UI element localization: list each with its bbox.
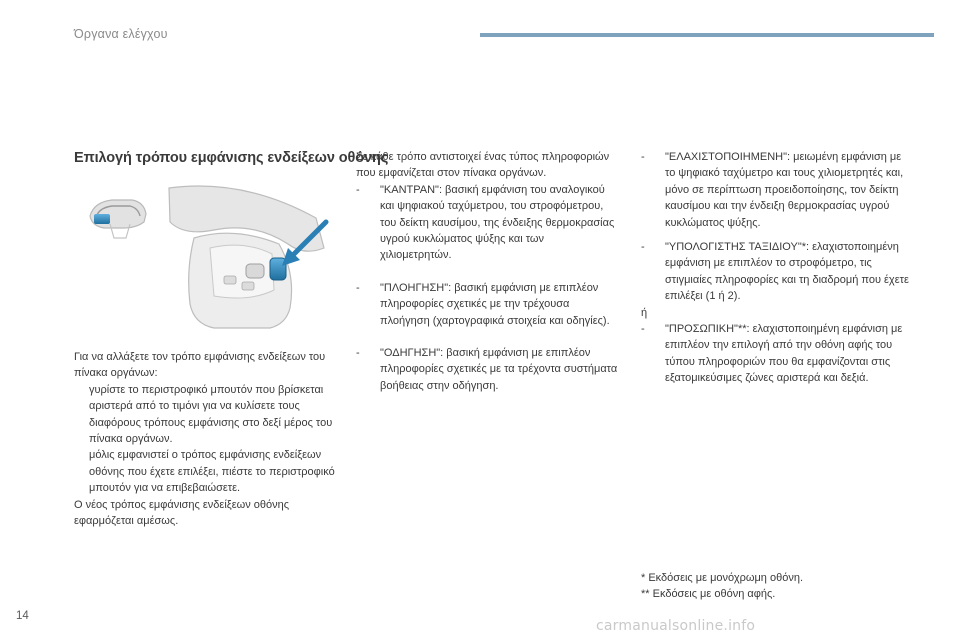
list-item: γυρίστε το περιστροφικό μπουτόν που βρίσκεται αριστερά από το τιμόνι για να κυλίσετε τους διαφόρους τρόπους εμφάνισης στο δεξί μέρος του πίνακα οργάνων. <box>89 383 333 446</box>
dash-marker: - <box>641 241 645 254</box>
list-item: - "ΥΠΟΛΟΓΙΣΤΗΣ ΤΑΞΙΔΙΟΥ"*: ελαχιστοποιημένη εμφάνιση με επιπλέον το στροφόμετρο, τις στιγμιαίες πληροφορίες και τη διαδρομή που έχετε επιλέξει (1 ή 2). <box>641 241 909 303</box>
list-item: - "ΕΛΑΧΙΣΤΟΠΟΙΗΜΕΝΗ": μειωμένη εμφάνιση με το ψηφιακό ταχύμετρο και τους χιλιομετρητές και, μόνο σε περίπτωση προειδοποίησης, τον δείκτη καυσίμου και την ένδειξη θερμοκρασίας υγρού κυκλώματος ψύξης. <box>641 151 904 229</box>
column-left <box>74 349 344 529</box>
dash-marker: - <box>356 347 360 360</box>
or-text: ή <box>641 306 648 319</box>
watermark: carmanualsonline.info <box>596 618 756 634</box>
footnote: * Εκδόσεις με μονόχρωμη οθόνη. <box>641 572 804 584</box>
list-item: - "ΚΑΝΤΡΑΝ": βασική εμφάνιση του αναλογικού και ψηφιακού ταχύμετρου, του στροφόμετρου, του δείκτη καυσίμου, της ένδειξης θερμοκρασίας υγρού κυκλώματος ψύξης και των χιλιομετρητών. <box>356 183 615 262</box>
column-right <box>641 149 913 387</box>
dash-marker: - <box>356 183 360 196</box>
footnotes <box>641 570 941 603</box>
header-accent-bar <box>480 33 934 37</box>
list-item: μόλις εμφανιστεί ο τρόπος εμφάνισης ενδείξεων οθόνης που έχετε επιλέξει, πιέστε το περιστροφικό μπουτόν για να επιβεβαιώσετε. <box>89 449 335 495</box>
footnote: ** Εκδόσεις με οθόνη αφής. <box>641 588 776 601</box>
header-title: Όργανα ελέγχου <box>74 27 168 41</box>
column-middle <box>356 149 618 394</box>
intro-paragraph: Για να αλλάξετε τον τρόπο εμφάνισης ενδείξεων του πίνακα οργάνων: <box>74 351 326 380</box>
steering-wheel-rotary-button-illustration <box>74 178 340 332</box>
outro-paragraph: Ο νέος τρόπος εμφάνισης ενδείξεων οθόνης εφαρμόζεται αμέσως. <box>74 498 290 528</box>
list-item: - "ΟΔΗΓΗΣΗ": βασική εμφάνιση με επιπλέον πληροφορίες σχετικές με τα τρέχοντα συστήματα βοήθειας στην οδήγηση. <box>356 347 618 392</box>
list-item: - "ΠΛΟΗΓΗΣΗ": βασική εμφάνιση με επιπλέον πληροφορίες σχετικές με την τρέχουσα πλοήγηση (χαρτογραφικά στοιχεία και οδηγίες). <box>356 281 610 327</box>
dash-marker: - <box>356 281 360 294</box>
list-item: - "ΠΡΟΣΩΠΙΚΗ"**: ελαχιστοποιημένη εμφάνιση με επιπλέον την επιλογή από την οθόνη αφής του τύπου πληροφοριών που θα εμφανίζονται στις εξατομικεύσιμες ζώνες αριστερά και δεξιά. <box>641 323 903 385</box>
dash-marker: - <box>641 323 645 336</box>
intro-paragraph: Σε κάθε τρόπο αντιστοιχεί ένας τύπος πληροφοριών που εμφανίζεται στον πίνακα οργάνων. <box>356 151 610 180</box>
dash-marker: - <box>641 151 645 163</box>
section-heading: Επιλογή τρόπου εμφάνισης ενδείξεων οθόνης <box>74 150 389 166</box>
page-number: 14 <box>16 610 29 622</box>
